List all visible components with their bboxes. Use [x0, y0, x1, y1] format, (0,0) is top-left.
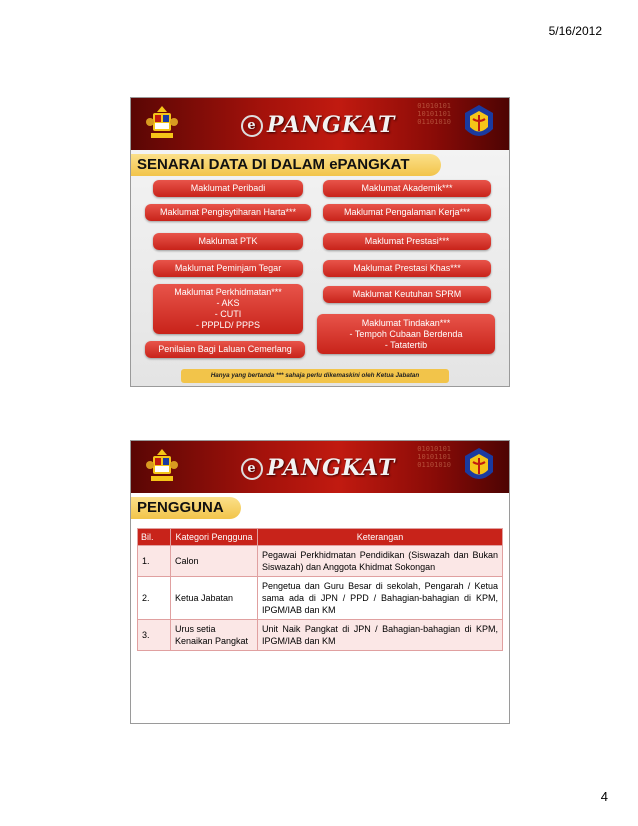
- item-maklumat-peribadi: Maklumat Peribadi: [153, 180, 303, 197]
- brand-title: e PANGKAT: [241, 455, 395, 481]
- item-pengalaman-kerja: Maklumat Pengalaman Kerja***: [323, 204, 491, 221]
- cell-keterangan: Pengetua dan Guru Besar di sekolah, Pengarah / Ketua sama ada di JPN / PPD / Bahagian-bahagian di KPM, IPGM/IAB dan KM: [258, 577, 503, 620]
- brand-title: e PANGKAT: [241, 112, 395, 138]
- epangkat-banner: [131, 98, 509, 150]
- item-maklumat-tindakan: Maklumat Tindakan*** - Tempoh Cubaan Berdenda - Tatatertib: [317, 314, 495, 354]
- slide-heading: SENARAI DATA DI DALAM ePANGKAT: [131, 154, 441, 176]
- slide-heading: PENGGUNA: [131, 497, 241, 519]
- item-prestasi-khas: Maklumat Prestasi Khas***: [323, 260, 491, 277]
- epangkat-banner: [131, 441, 509, 493]
- table-header-row: [138, 529, 503, 546]
- cell-kategori: Urus setia Kenaikan Pangkat: [171, 620, 258, 651]
- cell-keterangan: Unit Naik Pangkat di JPN / Bahagian-bahagian di KPM, IPGM/IAB dan KM: [258, 620, 503, 651]
- binary-decoration: 01010101 10101101 01101010: [417, 102, 451, 126]
- coat-of-arms-icon: [145, 104, 179, 142]
- item-peminjam-tegar: Maklumat Peminjam Tegar: [153, 260, 303, 277]
- table-row: [138, 577, 503, 620]
- header-keterangan: Keterangan: [258, 529, 503, 546]
- cell-kategori: Ketua Jabatan: [171, 577, 258, 620]
- ministry-logo-icon: [463, 446, 495, 486]
- table-row: [138, 546, 503, 577]
- item-keutuhan-sprm: Maklumat Keutuhan SPRM: [323, 286, 491, 303]
- coat-of-arms-icon: [145, 447, 179, 485]
- header-kategori: Kategori Pengguna: [171, 529, 258, 546]
- cell-bil: 1.: [138, 546, 171, 577]
- item-pengisytiharan-harta: Maklumat Pengisytiharan Harta***: [145, 204, 311, 221]
- cell-bil: 2.: [138, 577, 171, 620]
- cell-kategori: Calon: [171, 546, 258, 577]
- slide-senarai-data: [130, 97, 510, 387]
- pengguna-table: [137, 528, 503, 651]
- item-maklumat-perkhidmatan: Maklumat Perkhidmatan*** - AKS - CUTI - PPPLD/ PPPS: [153, 284, 303, 334]
- item-maklumat-akademik: Maklumat Akademik***: [323, 180, 491, 197]
- note-bar: Hanya yang bertanda *** sahaja perlu dikemaskini oleh Ketua Jabatan: [181, 369, 449, 383]
- item-penilaian-laluan-cemerlang: Penilaian Bagi Laluan Cemerlang: [145, 341, 305, 358]
- item-maklumat-prestasi: Maklumat Prestasi***: [323, 233, 491, 250]
- slide-pengguna: [130, 440, 510, 724]
- slide-content: [131, 150, 509, 386]
- ministry-logo-icon: [463, 103, 495, 143]
- cell-bil: 3.: [138, 620, 171, 651]
- date-stamp: 5/16/2012: [548, 24, 602, 38]
- binary-decoration: 01010101 10101101 01101010: [417, 445, 451, 469]
- header-bil: Bil.: [138, 529, 171, 546]
- cell-keterangan: Pegawai Perkhidmatan Pendidikan (Siswazah dan Bukan Siswazah) dan Anggota Khidmat Sokongan: [258, 546, 503, 577]
- item-maklumat-ptk: Maklumat PTK: [153, 233, 303, 250]
- table-row: [138, 620, 503, 651]
- page-number: 4: [600, 789, 608, 804]
